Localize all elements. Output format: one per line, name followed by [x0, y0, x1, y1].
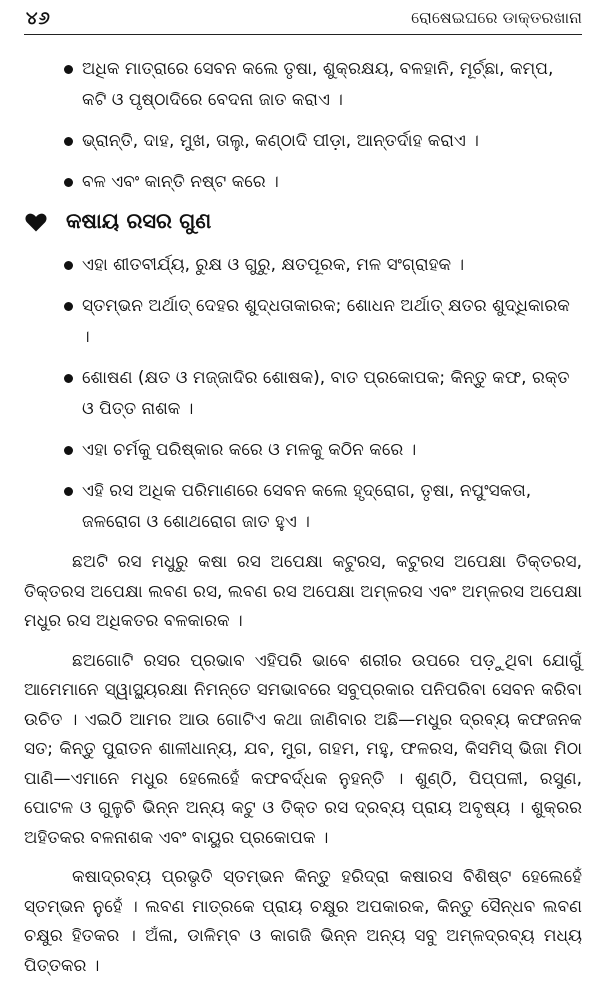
bullet-icon	[64, 302, 73, 311]
bullet-icon	[64, 65, 73, 74]
list-item	[24, 167, 582, 198]
list-item-text: ଶୋଷଣ (କ୍ଷତ ଓ ମଜ୍ଜାଦିର ଶୋଷକ), ବାତ ପ୍ରକୋପକ; କିନ୍ତୁ କଫ, ରକ୍ତ ଓ ପିତ୍ତ ନାଶକ ।	[82, 368, 570, 419]
list-item	[24, 363, 582, 425]
bullet-icon	[64, 137, 73, 146]
section-title: କଷାୟ ରସର ଗୁଣ	[66, 209, 212, 233]
body-text	[24, 548, 582, 981]
bullet-icon	[64, 374, 73, 383]
list-item	[24, 54, 582, 116]
paragraph: ଛଅଗୋଟି ରସର ପ୍ରଭାବ ଏହିପରି ଭାବେ ଶରୀର ଉପରେ ପଡ଼ୁଥିବା ଯୋଗୁଁ ଆମେମାନେ ସ୍ୱାସ୍ଥ୍ୟରକ୍ଷା ନିମନ୍ତେ ସମଭାବରେ ସବୁପ୍ରକାର ପନିପରିବା ସେବନ କରିବା ଉଚିତ । ଏଇଠି ଆମର ଆଉ ଗୋଟିଏ କଥା ଜାଣିବାର ଅଛି—ମଧୁର ଦ୍ରବ୍ୟ କଫଜନକ ସତ; କିନ୍ତୁ ପୁରାତନ ଶାଳୀଧାନ୍ୟ, ଯବ, ମୁଗ, ଗହମ, ମହୁ, ଫଳରସ, କିସମିସ୍ ଭିଜା ମିଠା ପାଣି—ଏମାନେ ମଧୁର ହେଲେହେଁ କଫବର୍ଦ୍ଧକ ନୁହନ୍ତି । ଶୁଣ୍ଠି, ପିପ୍ପଳୀ, ରସୁଣ, ପୋଟଳ ଓ ଗୁଳୁଚି ଭିନ୍ନ ଅନ୍ୟ କଟୁ ଓ ତିକ୍ତ ରସ ଦ୍ରବ୍ୟ ପ୍ରାୟ ଅବୃଷ୍ୟ । ଶୁକ୍ରର ଅହିତକର ବଳନାଶକ ଏବଂ ବାୟୁର ପ୍ରକୋପକ ।	[24, 650, 582, 848]
list-item-text: ଏହା ଚର୍ମକୁ ପରିଷ୍କାର କରେ ଓ ମଳକୁ କଠିନ କରେ ।	[82, 440, 417, 460]
paragraph: କଷାଦ୍ରବ୍ୟ ପ୍ରଭୃତି ସ୍ତମ୍ଭନ କିନ୍ତୁ ହରିଦ୍ରା କଷାରସ ବିଶିଷ୍ଟ ହେଲେହେଁ ସ୍ତମ୍ଭନ ନୁହେଁ । ଲବଣ ମାତ୍ରକେ ପ୍ରାୟ ଚକ୍ଷୁର ଅପକାରକ, କିନ୍ତୁ ସୈନ୍ଧବ ଲବଣ ଚକ୍ଷୁର ହିତକର । ଅଁଳା, ଡାଳିମ୍ବ ଓ କାଗଜି ଭିନ୍ନ ଅନ୍ୟ ସବୁ ଅମ୍ଳଦ୍ରବ୍ୟ ମଧ୍ୟ ପିତ୍ତକର ।	[24, 867, 582, 976]
section-effects-excess	[24, 54, 582, 198]
header-rule	[24, 34, 582, 35]
list-item-text: ଅଧିକ ମାତ୍ରାରେ ସେବନ କଲେ ତୃଷା, ଶୁକ୍ରକ୍ଷୟ, ବଳହାନି, ମୂର୍ଚ୍ଛା, କମ୍ପ, କଟି ଓ ପୃଷ୍ଠାଦିରେ ବେଦନା ଜାତ କରାଏ ।	[82, 59, 554, 110]
list-item	[24, 291, 582, 353]
bullet-list	[24, 250, 582, 538]
bullet-icon	[64, 446, 73, 455]
heart-icon	[24, 210, 48, 234]
list-item	[24, 435, 582, 466]
page-header	[24, 0, 582, 34]
list-item	[24, 250, 582, 281]
list-item	[24, 476, 582, 538]
list-item-text: ଭ୍ରାନ୍ତି, ଦାହ, ମୁଖ, ତାଲୁ, କଣ୍ଠାଦି ପୀଡ଼ା, ଆନ୍ତର୍ଦାହ କରାଏ ।	[82, 131, 479, 151]
bullet-icon	[64, 178, 73, 187]
list-item-text: ବଳ ଏବଂ କାନ୍ତି ନଷ୍ଟ କରେ ।	[82, 172, 279, 192]
page-number: ୪୬	[26, 8, 51, 29]
bullet-icon	[64, 487, 73, 496]
list-item-text: ଏହା ଶୀତବୀର୍ଯ୍ୟ, ରୁକ୍ଷ ଓ ଗୁରୁ, କ୍ଷତପୂରକ, ମଳ ସଂଗ୍ରାହକ ।	[82, 255, 465, 275]
list-item-text: ସ୍ତମ୍ଭନ ଅର୍ଥାତ୍ ଦେହର ଶୁଦ୍ଧତାକାରକ; ଶୋଧନ ଅର୍ଥାତ୍ କ୍ଷତର ଶୁଦ୍ଧିକାରକ ।	[82, 296, 570, 347]
bullet-icon	[64, 261, 73, 270]
bullet-list	[24, 54, 582, 198]
list-item-text: ଏହି ରସ ଅଧିକ ପରିମାଣରେ ସେବନ କଲେ ହୃଦ୍‌ରୋଗ, ତୃଷା, ନପୁଂସକତା, ଜଳରୋଗ ଓ ଶୋଥରୋଗ ଜାତ ହୁଏ ।	[82, 481, 532, 532]
list-item	[24, 126, 582, 157]
section-astringent-properties	[24, 250, 582, 538]
running-head: ରୋଷେଇଘରେ ଡାକ୍ତରଖାନା	[411, 8, 582, 27]
paragraph: ଛଅଟି ରସ ମଧୁରୁ କଷା ରସ ଅପେକ୍ଷା କଟୁରସ, କଟୁରସ ଅପେକ୍ଷା ତିକ୍ତରସ, ତିକ୍ତରସ ଅପେକ୍ଷା ଲବଣ ରସ, ଲବଣ ରସ ଅପେକ୍ଷା ଅମ୍ଳରସ ଏବଂ ଅମ୍ଳରସ ଅପେକ୍ଷା ମଧୁର ରସ ଅଧିକତର ବଳକାରକ ।	[24, 552, 582, 631]
section-heading	[24, 208, 582, 244]
